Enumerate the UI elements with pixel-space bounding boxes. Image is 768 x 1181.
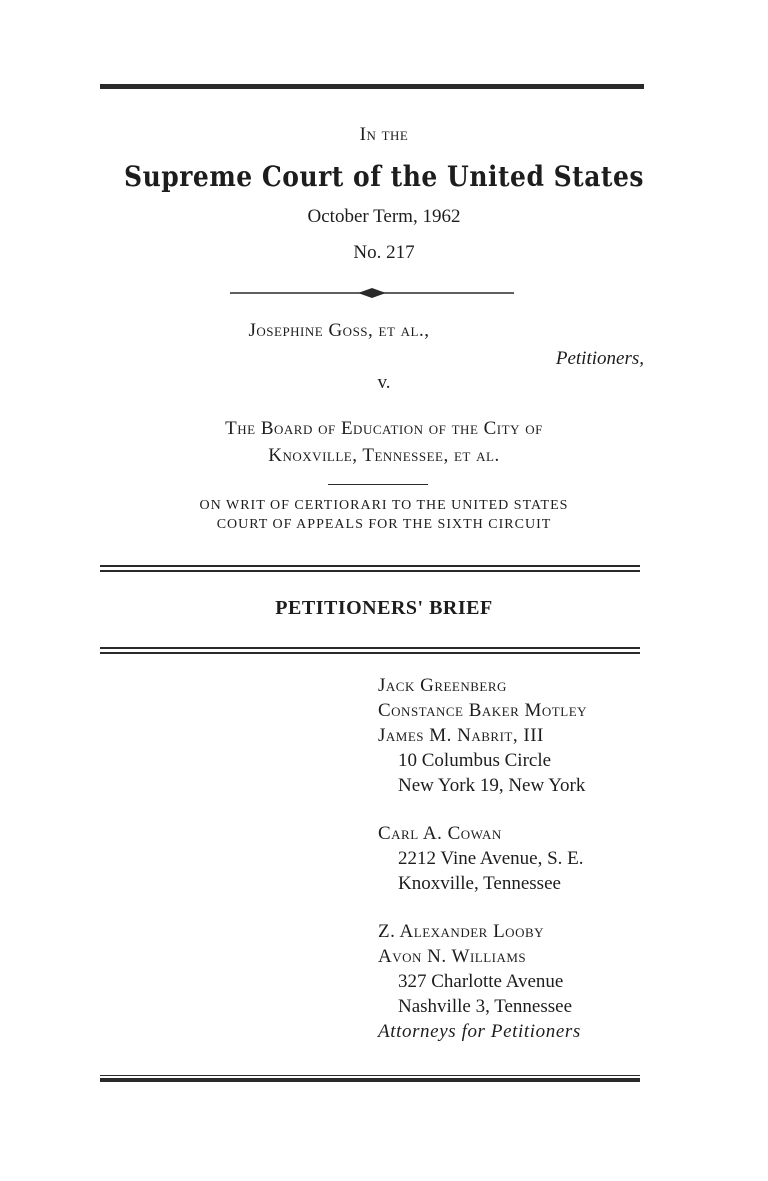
counsel-address: Knoxville, Tennessee [398,873,561,894]
counsel-name: Z. Alexander Looby [378,921,545,942]
brief-title: PETITIONERS' BRIEF [275,597,493,619]
counsel-group-3 [378,919,581,1044]
attorneys-for-label: Attorneys for Petitioners [378,1021,581,1042]
counsel-name: Constance Baker Motley [378,700,588,721]
bottom-rule [100,1075,640,1082]
case-number: No. 217 [353,242,415,263]
counsel-address: 2212 Vine Avenue, S. E. [398,848,584,869]
in-the-heading: In the [359,124,409,145]
writ-line-2: COURT OF APPEALS FOR THE SIXTH CIRCUIT [216,517,552,532]
writ-line-1: ON WRIT OF CERTIORARI TO THE UNITED STATES [199,498,569,513]
term: October Term, 1962 [307,206,461,227]
respondent-line-1: The Board of Education of the City of [225,418,543,439]
counsel-name: Avon N. Williams [378,946,527,967]
petitioner-role: Petitioners, [555,348,644,369]
counsel-group-1 [378,673,587,798]
counsel-group-2 [378,821,584,896]
counsel-name: James M. Nabrit, III [378,725,544,746]
counsel-name: Carl A. Cowan [378,823,502,844]
top-rule [100,84,644,89]
counsel-address: New York 19, New York [398,775,586,796]
lower-double-rule [100,647,640,654]
versus: v. [377,372,391,393]
ornamental-divider [230,286,514,300]
counsel-address: 10 Columbus Circle [398,750,552,771]
counsel-address: Nashville 3, Tennessee [398,996,573,1017]
petitioner-name: Josephine Goss, et al., [248,320,430,341]
court-name: Supreme Court of the United States [124,160,644,193]
counsel-address: 327 Charlotte Avenue [398,971,564,992]
respondent-line-2: Knoxville, Tennessee, et al. [268,445,500,466]
counsel-name: Jack Greenberg [378,675,507,696]
short-rule [328,484,428,485]
upper-double-rule [100,565,640,572]
